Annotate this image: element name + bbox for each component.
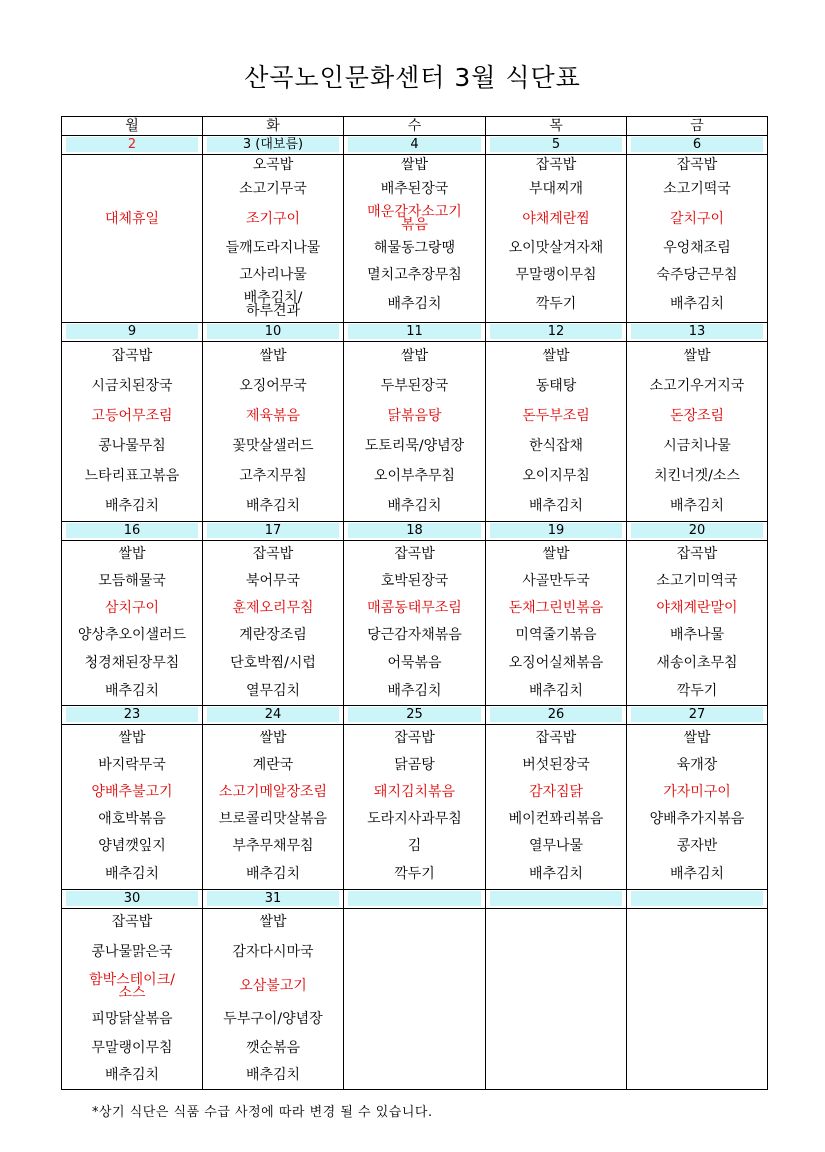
menu-item: 오징어무국 bbox=[239, 377, 307, 394]
menu-item: 소고기우거지국 bbox=[649, 377, 745, 394]
menu-item: 해물동그랑땡 bbox=[373, 239, 456, 256]
menu-item: 배추나물 bbox=[669, 627, 725, 643]
date-label: 13 bbox=[631, 324, 763, 339]
date-cell bbox=[62, 890, 203, 909]
menu-item: 배추김치 bbox=[245, 497, 301, 514]
date-label: 25 bbox=[348, 707, 481, 722]
date-cell bbox=[627, 136, 768, 155]
menu-item: 들깨도라지나물 bbox=[225, 239, 321, 256]
date-row bbox=[62, 323, 768, 342]
menu-item: 두부구이/양념장 bbox=[223, 1010, 323, 1027]
menu-item: 콩나물무침 bbox=[98, 437, 166, 454]
meal-row bbox=[62, 909, 768, 1090]
date-cell bbox=[203, 522, 344, 541]
menu-item: 쌀밥 bbox=[542, 348, 570, 364]
menu-item: 브로콜리맛살볶음 bbox=[218, 811, 328, 827]
date-cell bbox=[203, 323, 344, 342]
meal-cell bbox=[486, 541, 627, 706]
menu-item: 사골만두국 bbox=[522, 573, 590, 589]
menu-item: 잡곡밥 bbox=[535, 156, 577, 173]
meal-cell bbox=[627, 342, 768, 522]
menu-item: 쌀밥 bbox=[259, 730, 287, 746]
menu-item: 잡곡밥 bbox=[394, 546, 435, 562]
menu-item: 배추김치 bbox=[104, 1067, 160, 1083]
menu-table bbox=[61, 116, 768, 1090]
date-label bbox=[631, 891, 763, 906]
meal-cell bbox=[203, 342, 344, 522]
menu-item: 잡곡밥 bbox=[394, 730, 435, 746]
main-dish-item: 오삼불고기 bbox=[239, 978, 307, 994]
main-dish-item: 소고기메알장조림 bbox=[218, 784, 328, 800]
main-dish-item: 돈채그린빈볶음 bbox=[508, 600, 604, 616]
menu-item: 잡곡밥 bbox=[535, 730, 577, 746]
meal-cell bbox=[344, 909, 486, 1090]
date-cell bbox=[486, 323, 627, 342]
date-label: 4 bbox=[348, 137, 481, 152]
menu-item: 새송이초무침 bbox=[656, 654, 738, 671]
date-cell bbox=[627, 706, 768, 725]
menu-item: 잡곡밥 bbox=[252, 546, 294, 562]
menu-item: 한식잡채 bbox=[528, 437, 584, 454]
date-cell bbox=[627, 890, 768, 909]
menu-item: 잡곡밥 bbox=[676, 156, 718, 173]
menu-item: 배추김치/ 하루견과 bbox=[243, 289, 303, 319]
menu-item: 양상추오이샐러드 bbox=[77, 627, 187, 643]
menu-item: 배추김치 bbox=[104, 497, 160, 514]
meal-cell bbox=[344, 342, 486, 522]
main-dish-item: 돈두부조림 bbox=[522, 407, 590, 424]
menu-item: 피망닭살볶음 bbox=[91, 1010, 173, 1027]
date-label: 11 bbox=[348, 324, 481, 339]
main-dish-item: 야채계란찜 bbox=[522, 210, 590, 227]
meal-row bbox=[62, 342, 768, 522]
meal-cell bbox=[62, 155, 203, 323]
menu-item: 베이컨꽈리볶음 bbox=[508, 811, 604, 827]
main-dish-item: 야채계란말이 bbox=[656, 600, 738, 616]
menu-item: 깻순볶음 bbox=[245, 1039, 301, 1056]
menu-item: 두부된장국 bbox=[380, 377, 449, 394]
menu-item: 계란장조림 bbox=[239, 627, 307, 643]
menu-item: 치킨너겟/소스 bbox=[654, 467, 740, 484]
date-cell bbox=[62, 522, 203, 541]
meal-cell bbox=[486, 155, 627, 323]
date-cell bbox=[627, 323, 768, 342]
date-label: 5 bbox=[490, 137, 622, 152]
menu-item: 닭곰탕 bbox=[394, 757, 435, 773]
menu-item: 배추김치 bbox=[669, 497, 725, 514]
menu-item: 소고기떡국 bbox=[663, 181, 731, 197]
date-cell bbox=[344, 323, 486, 342]
menu-item: 모듬해물국 bbox=[98, 573, 166, 589]
weekday-header: 금 bbox=[627, 117, 768, 136]
date-label: 9 bbox=[66, 324, 198, 339]
meal-cell bbox=[62, 541, 203, 706]
date-label: 17 bbox=[207, 523, 339, 538]
menu-item: 동태탕 bbox=[535, 377, 577, 394]
menu-item: 깍두기 bbox=[535, 296, 577, 312]
menu-item: 열무김치 bbox=[245, 682, 301, 699]
date-cell bbox=[344, 522, 486, 541]
meal-row bbox=[62, 155, 768, 323]
menu-item: 오이지무침 bbox=[522, 467, 590, 484]
menu-item: 쌀밥 bbox=[400, 348, 429, 364]
date-label: 16 bbox=[66, 523, 198, 538]
menu-item: 쌀밥 bbox=[259, 914, 287, 930]
menu-item: 쌀밥 bbox=[118, 546, 146, 562]
date-cell bbox=[62, 136, 203, 155]
date-label: 30 bbox=[66, 891, 198, 906]
menu-item: 쌀밥 bbox=[259, 348, 287, 364]
date-label: 18 bbox=[348, 523, 481, 538]
menu-item: 잡곡밥 bbox=[111, 914, 153, 930]
menu-item: 잡곡밥 bbox=[111, 348, 153, 364]
date-cell bbox=[344, 136, 486, 155]
weekday-header: 목 bbox=[486, 117, 627, 136]
menu-item: 쌀밥 bbox=[400, 156, 429, 173]
weekday-header: 수 bbox=[344, 117, 486, 136]
menu-item: 어묵볶음 bbox=[387, 654, 442, 671]
menu-item: 배추김치 bbox=[528, 866, 584, 882]
menu-item: 우엉채조림 bbox=[663, 239, 731, 256]
menu-item: 배추김치 bbox=[245, 1067, 301, 1083]
weekday-header-row bbox=[62, 117, 768, 136]
date-label: 24 bbox=[207, 707, 339, 722]
menu-item: 미역줄기볶음 bbox=[515, 627, 597, 643]
main-dish-item: 매운감자소고기 볶음 bbox=[367, 204, 462, 233]
menu-item: 잡곡밥 bbox=[676, 546, 718, 562]
date-label: 31 bbox=[207, 891, 339, 906]
main-dish-item: 돈장조림 bbox=[669, 407, 725, 424]
main-dish-item: 삼치구이 bbox=[104, 600, 160, 616]
menu-item: 오징어실채볶음 bbox=[508, 654, 604, 671]
date-label: 27 bbox=[631, 707, 763, 722]
date-cell bbox=[627, 522, 768, 541]
date-label: 6 bbox=[631, 137, 763, 152]
main-dish-item: 함박스테이크/ 소스 bbox=[89, 971, 175, 1001]
menu-item: 쌀밥 bbox=[683, 348, 711, 364]
date-label: 20 bbox=[631, 523, 763, 538]
menu-item: 시금치된장국 bbox=[91, 377, 173, 394]
main-dish-item: 양배추불고기 bbox=[91, 784, 173, 800]
meal-row bbox=[62, 725, 768, 890]
menu-item: 배추김치 bbox=[245, 866, 301, 882]
menu-item: 북어무국 bbox=[245, 573, 301, 589]
menu-item: 바지락무국 bbox=[98, 757, 166, 773]
date-label: 3 (대보름) bbox=[207, 137, 339, 152]
menu-item: 배추김치 bbox=[528, 682, 584, 699]
weekday-header: 화 bbox=[203, 117, 344, 136]
holiday-label: 대체휴일 bbox=[104, 211, 160, 227]
menu-item: 시금치나물 bbox=[663, 437, 731, 454]
main-dish-item: 조기구이 bbox=[245, 210, 301, 227]
menu-item: 당근감자채볶음 bbox=[367, 627, 462, 643]
menu-item: 무말랭이무침 bbox=[515, 267, 597, 283]
menu-item: 열무나물 bbox=[528, 838, 584, 854]
menu-item: 배추김치 bbox=[387, 296, 442, 312]
menu-item: 숙주당근무침 bbox=[656, 267, 738, 283]
meal-cell bbox=[486, 725, 627, 890]
menu-item: 콩자반 bbox=[676, 838, 718, 854]
menu-item: 고추지무침 bbox=[239, 467, 307, 484]
page-title: 산곡노인문화센터 3월 식단표 bbox=[244, 63, 581, 92]
menu-item: 멸치고추장무침 bbox=[367, 267, 462, 283]
main-dish-item: 고등어무조림 bbox=[91, 407, 173, 424]
menu-item: 배추된장국 bbox=[380, 181, 449, 197]
menu-item: 오곡밥 bbox=[252, 156, 294, 173]
meal-cell bbox=[627, 725, 768, 890]
meal-cell bbox=[627, 155, 768, 323]
date-cell bbox=[486, 890, 627, 909]
meal-row bbox=[62, 541, 768, 706]
date-row bbox=[62, 136, 768, 155]
date-label: 2 bbox=[66, 137, 198, 152]
menu-item: 감자다시마국 bbox=[232, 944, 314, 960]
menu-item: 양배추가지볶음 bbox=[649, 811, 745, 827]
menu-item: 쌀밥 bbox=[118, 730, 146, 746]
date-cell bbox=[203, 136, 344, 155]
meal-cell bbox=[627, 541, 768, 706]
date-cell bbox=[486, 706, 627, 725]
date-cell bbox=[486, 136, 627, 155]
menu-item: 오이부추무침 bbox=[373, 467, 456, 484]
menu-item: 도라지사과무침 bbox=[367, 811, 462, 827]
footnote: *상기 식단은 식품 수급 사정에 따라 변경 될 수 있습니다. bbox=[92, 1105, 433, 1120]
date-row bbox=[62, 706, 768, 725]
date-cell bbox=[203, 706, 344, 725]
menu-item: 배추김치 bbox=[528, 497, 584, 514]
menu-item: 청경채된장무침 bbox=[84, 654, 180, 671]
date-cell bbox=[344, 706, 486, 725]
meal-cell bbox=[62, 725, 203, 890]
meal-cell bbox=[486, 342, 627, 522]
menu-item: 배추김치 bbox=[387, 682, 442, 699]
menu-item: 애호박볶음 bbox=[98, 811, 166, 827]
date-cell bbox=[203, 890, 344, 909]
meal-cell bbox=[203, 541, 344, 706]
menu-item: 배추김치 bbox=[387, 497, 442, 514]
meal-cell bbox=[486, 909, 627, 1090]
date-label: 12 bbox=[490, 324, 622, 339]
menu-item: 계란국 bbox=[252, 757, 294, 773]
date-label: 23 bbox=[66, 707, 198, 722]
menu-item: 쌀밥 bbox=[683, 730, 711, 746]
meal-cell bbox=[203, 155, 344, 323]
menu-item: 깍두기 bbox=[394, 866, 435, 882]
menu-item: 배추김치 bbox=[104, 682, 160, 699]
main-dish-item: 갈치구이 bbox=[669, 210, 725, 227]
weekday-header: 월 bbox=[62, 117, 203, 136]
date-label bbox=[490, 891, 622, 906]
date-row bbox=[62, 522, 768, 541]
menu-item: 호박된장국 bbox=[380, 573, 449, 589]
menu-item: 배추김치 bbox=[104, 866, 160, 882]
menu-item: 부대찌개 bbox=[528, 181, 584, 197]
meal-cell bbox=[344, 725, 486, 890]
main-dish-item: 제육볶음 bbox=[245, 407, 301, 424]
menu-item: 무말랭이무침 bbox=[91, 1039, 173, 1056]
menu-item: 단호박찜/시럽 bbox=[230, 654, 316, 671]
menu-item: 느타리표고볶음 bbox=[84, 467, 180, 484]
meal-cell bbox=[203, 909, 344, 1090]
menu-item: 육개장 bbox=[676, 757, 718, 773]
menu-item: 소고기미역국 bbox=[656, 573, 738, 589]
menu-item: 깍두기 bbox=[676, 682, 718, 699]
main-dish-item: 가자미구이 bbox=[663, 784, 731, 800]
date-cell bbox=[344, 890, 486, 909]
date-label: 26 bbox=[490, 707, 622, 722]
date-label: 10 bbox=[207, 324, 339, 339]
menu-item: 도토리묵/양념장 bbox=[364, 437, 465, 454]
date-cell bbox=[486, 522, 627, 541]
date-row bbox=[62, 890, 768, 909]
menu-item: 꽃맛살샐러드 bbox=[232, 437, 314, 454]
menu-item: 김 bbox=[407, 838, 422, 854]
date-cell bbox=[62, 323, 203, 342]
menu-item: 양념깻잎지 bbox=[98, 838, 166, 854]
menu-item: 고사리나물 bbox=[239, 267, 307, 283]
menu-item: 배추김치 bbox=[669, 296, 725, 312]
main-dish-item: 닭볶음탕 bbox=[387, 407, 442, 424]
meal-cell bbox=[62, 342, 203, 522]
menu-item: 버섯된장국 bbox=[522, 757, 590, 773]
main-dish-item: 매콤동태무조림 bbox=[367, 600, 462, 616]
date-label: 19 bbox=[490, 523, 622, 538]
menu-item: 배추김치 bbox=[669, 866, 725, 882]
meal-cell bbox=[627, 909, 768, 1090]
menu-item: 소고기무국 bbox=[239, 181, 307, 197]
main-dish-item: 감자짐닭 bbox=[528, 784, 584, 800]
menu-item: 부추무채무침 bbox=[232, 838, 314, 854]
meal-cell bbox=[344, 155, 486, 323]
menu-item: 콩나물맑은국 bbox=[91, 944, 173, 960]
main-dish-item: 훈제오리무침 bbox=[232, 600, 314, 616]
menu-item: 오이맛살겨자채 bbox=[508, 239, 604, 256]
date-cell bbox=[62, 706, 203, 725]
main-dish-item: 돼지김치볶음 bbox=[373, 784, 456, 800]
meal-cell bbox=[344, 541, 486, 706]
date-label bbox=[348, 891, 481, 906]
meal-cell bbox=[203, 725, 344, 890]
menu-item: 쌀밥 bbox=[542, 546, 570, 562]
meal-cell bbox=[62, 909, 203, 1090]
